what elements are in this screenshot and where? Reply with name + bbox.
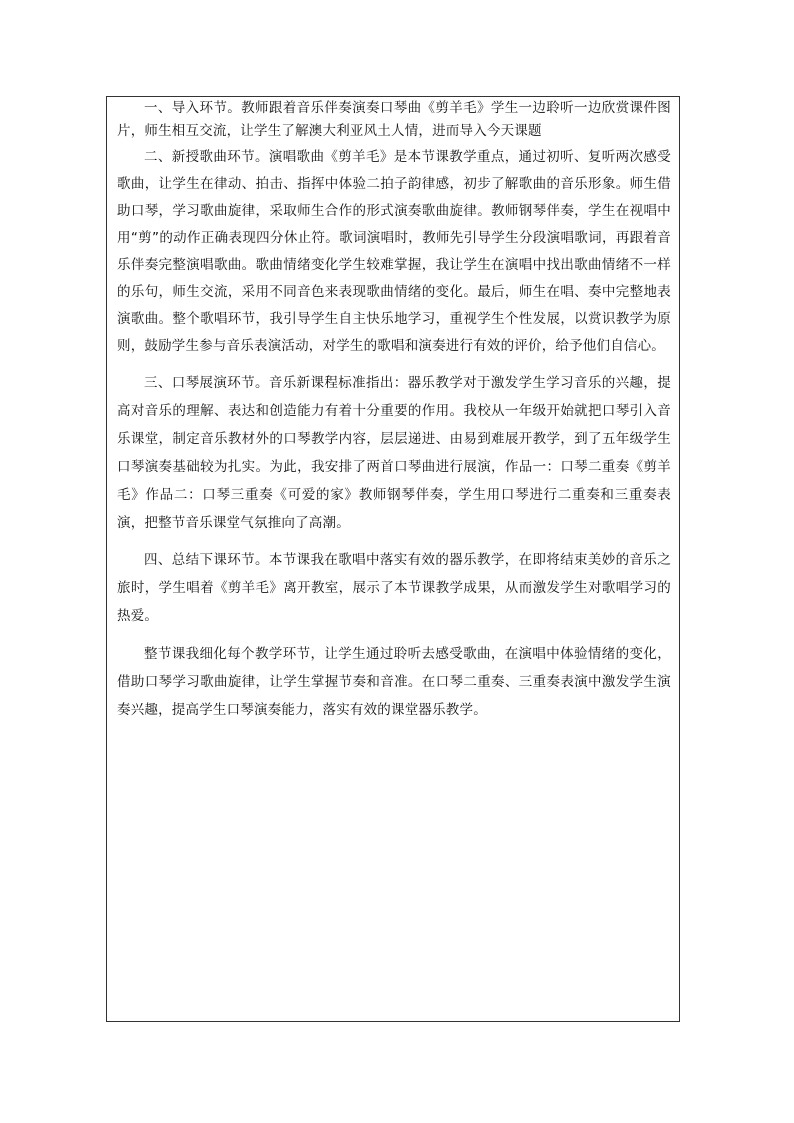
paragraph-harmonica-show: 三、口琴展演环节。音乐新课程标准指出：器乐教学对于激发学生学习音乐的兴趣，提高对音乐的理解、表达和创造能力有着十分重要的作用。我校从一年级开始就把口琴引入音乐课堂，制定音乐教材外的口琴教学内容，层层递进、由易到难展开教学，到了五年级学生口琴演奏基础较为扎实。为此，我安排了两首口琴曲进行展演，作品一：口琴二重奏《剪羊毛》作品二：口琴三重奏《可爱的家》教师钢琴伴奏，学生用口琴进行二重奏和三重奏表演，把整节音乐课堂气氛推向了高潮。 — [117, 375, 671, 531]
paragraph-new-song: 二、新授歌曲环节。演唱歌曲《剪羊毛》是本节课教学重点，通过初听、复听两次感受歌曲，让学生在律动、拍击、指挥中体验二拍子韵律感，初步了解歌曲的音乐形象。师生借助口琴，学习歌曲旋律，采取师生合作的形式演奏歌曲旋律。教师钢琴伴奏，学生在视唱中用“剪”的动作正确表现四分休止符。歌词演唱时，教师先引导学生分段演唱歌词，再跟着音乐伴奏完整演唱歌曲。歌曲情绪变化学生较难掌握，我让学生在演唱中找出歌曲情绪不一样的乐句，师生交流，采用不同音色来表现歌曲情绪的变化。最后，师生在唱、奏中完整地表演歌曲。整个歌唱环节，我引导学生自主快乐地学习，重视学生个性发展，以赏识教学为原则，鼓励学生参与音乐表演活动，对学生的歌唱和演奏进行有效的评价，给予他们自信心。 — [117, 149, 671, 354]
document-table-cell — [106, 96, 680, 1022]
paragraph-summary: 四、总结下课环节。本节课我在歌唱中落实有效的器乐教学，在即将结束美妙的音乐之旅时，学生唱着《剪羊毛》离开教室，展示了本节课教学成果，从而激发学生对歌唱学习的热爱。 — [117, 552, 671, 624]
paragraph-intro: 一、导入环节。教师跟着音乐伴奏演奏口琴曲《剪羊毛》学生一边聆听一边欣赏课件图片，师生相互交流，让学生了解澳大利亚风土人情，进而导入今天课题 — [117, 100, 671, 139]
document-body — [107, 97, 679, 724]
paragraph-conclusion: 整节课我细化每个教学环节，让学生通过聆听去感受歌曲，在演唱中体验情绪的变化，借助口琴学习歌曲旋律，让学生掌握节奏和音准。在口琴二重奏、三重奏表演中激发学生演奏兴趣，提高学生口琴演奏能力，落实有效的课堂器乐教学。 — [117, 646, 671, 718]
